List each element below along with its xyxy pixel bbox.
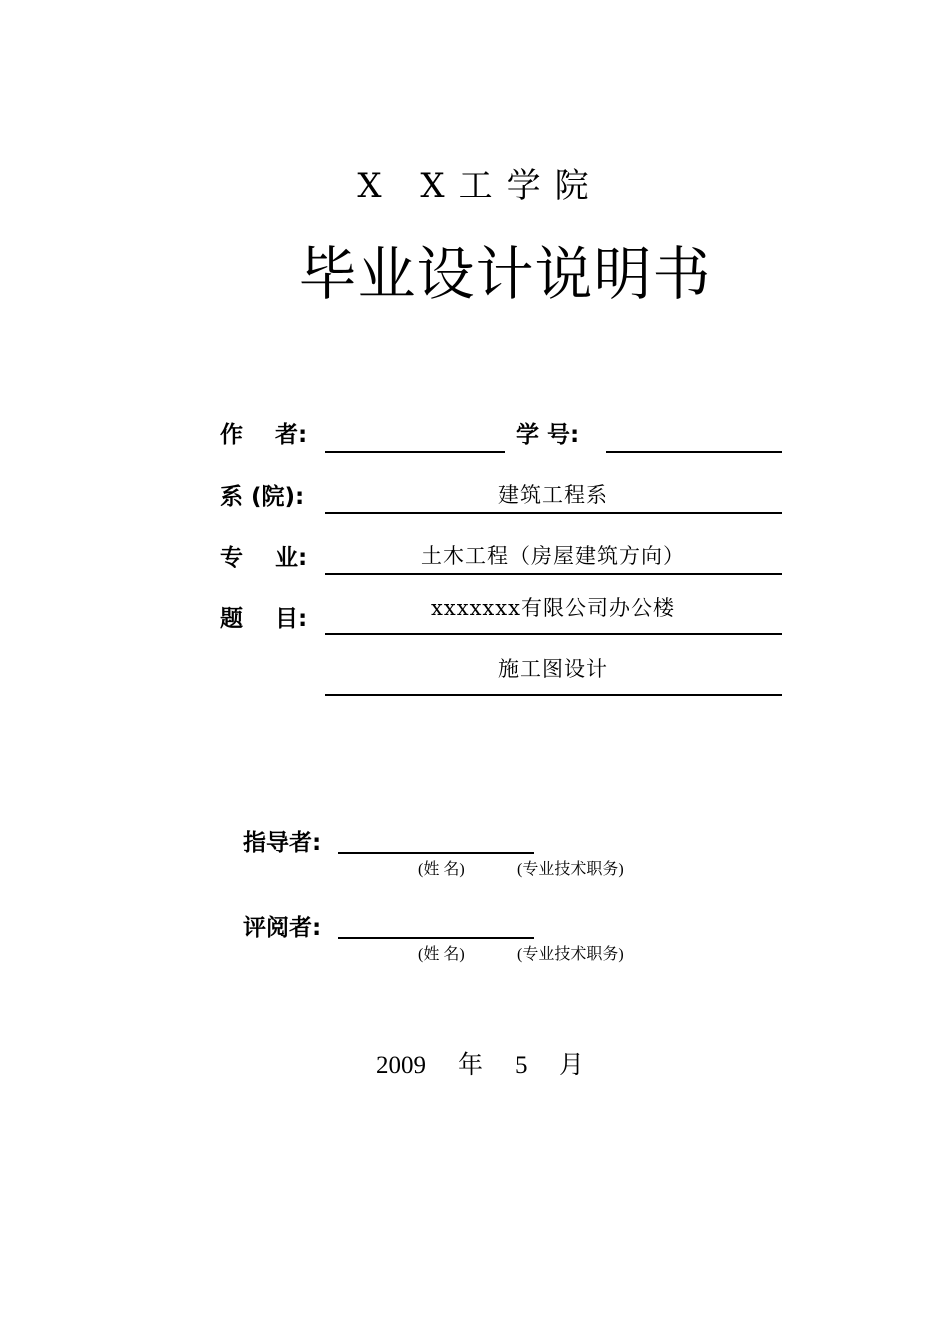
topic-value-line1: xxxxxxx有限公司办公楼 [431,596,675,620]
major-value: 土木工程（房屋建筑方向） [421,544,685,568]
school-name: X X工学院 [357,166,603,206]
reviewer-label: 评阅者: [243,915,322,941]
topic-label: 题 目: [220,606,308,632]
department-underline [325,512,782,514]
topic-underline-2 [325,694,782,696]
document-title: 毕业设计说明书 [298,240,712,308]
date-month: 5 [515,1052,528,1079]
reviewer-underline [338,937,534,939]
topic-underline-1 [325,633,782,635]
advisor-underline [338,852,534,854]
topic-value-line2: 施工图设计 [498,657,608,681]
department-value: 建筑工程系 [498,483,608,507]
author-label: 作 者: [220,422,308,448]
advisor-name-hint: (姓 名) [418,861,465,878]
date-month-unit: 月 [559,1052,585,1079]
major-underline [325,573,782,575]
date-year: 2009 [376,1052,426,1079]
reviewer-title-hint: (专业技术职务) [517,946,624,963]
date-year-unit: 年 [458,1052,484,1079]
student-id-underline [606,451,782,453]
advisor-label: 指导者: [243,830,322,856]
author-underline [325,451,505,453]
major-label: 专 业: [220,545,308,571]
advisor-title-hint: (专业技术职务) [517,861,624,878]
student-id-label: 学 号: [516,422,580,448]
department-label: 系 (院): [220,484,305,510]
reviewer-name-hint: (姓 名) [418,946,465,963]
